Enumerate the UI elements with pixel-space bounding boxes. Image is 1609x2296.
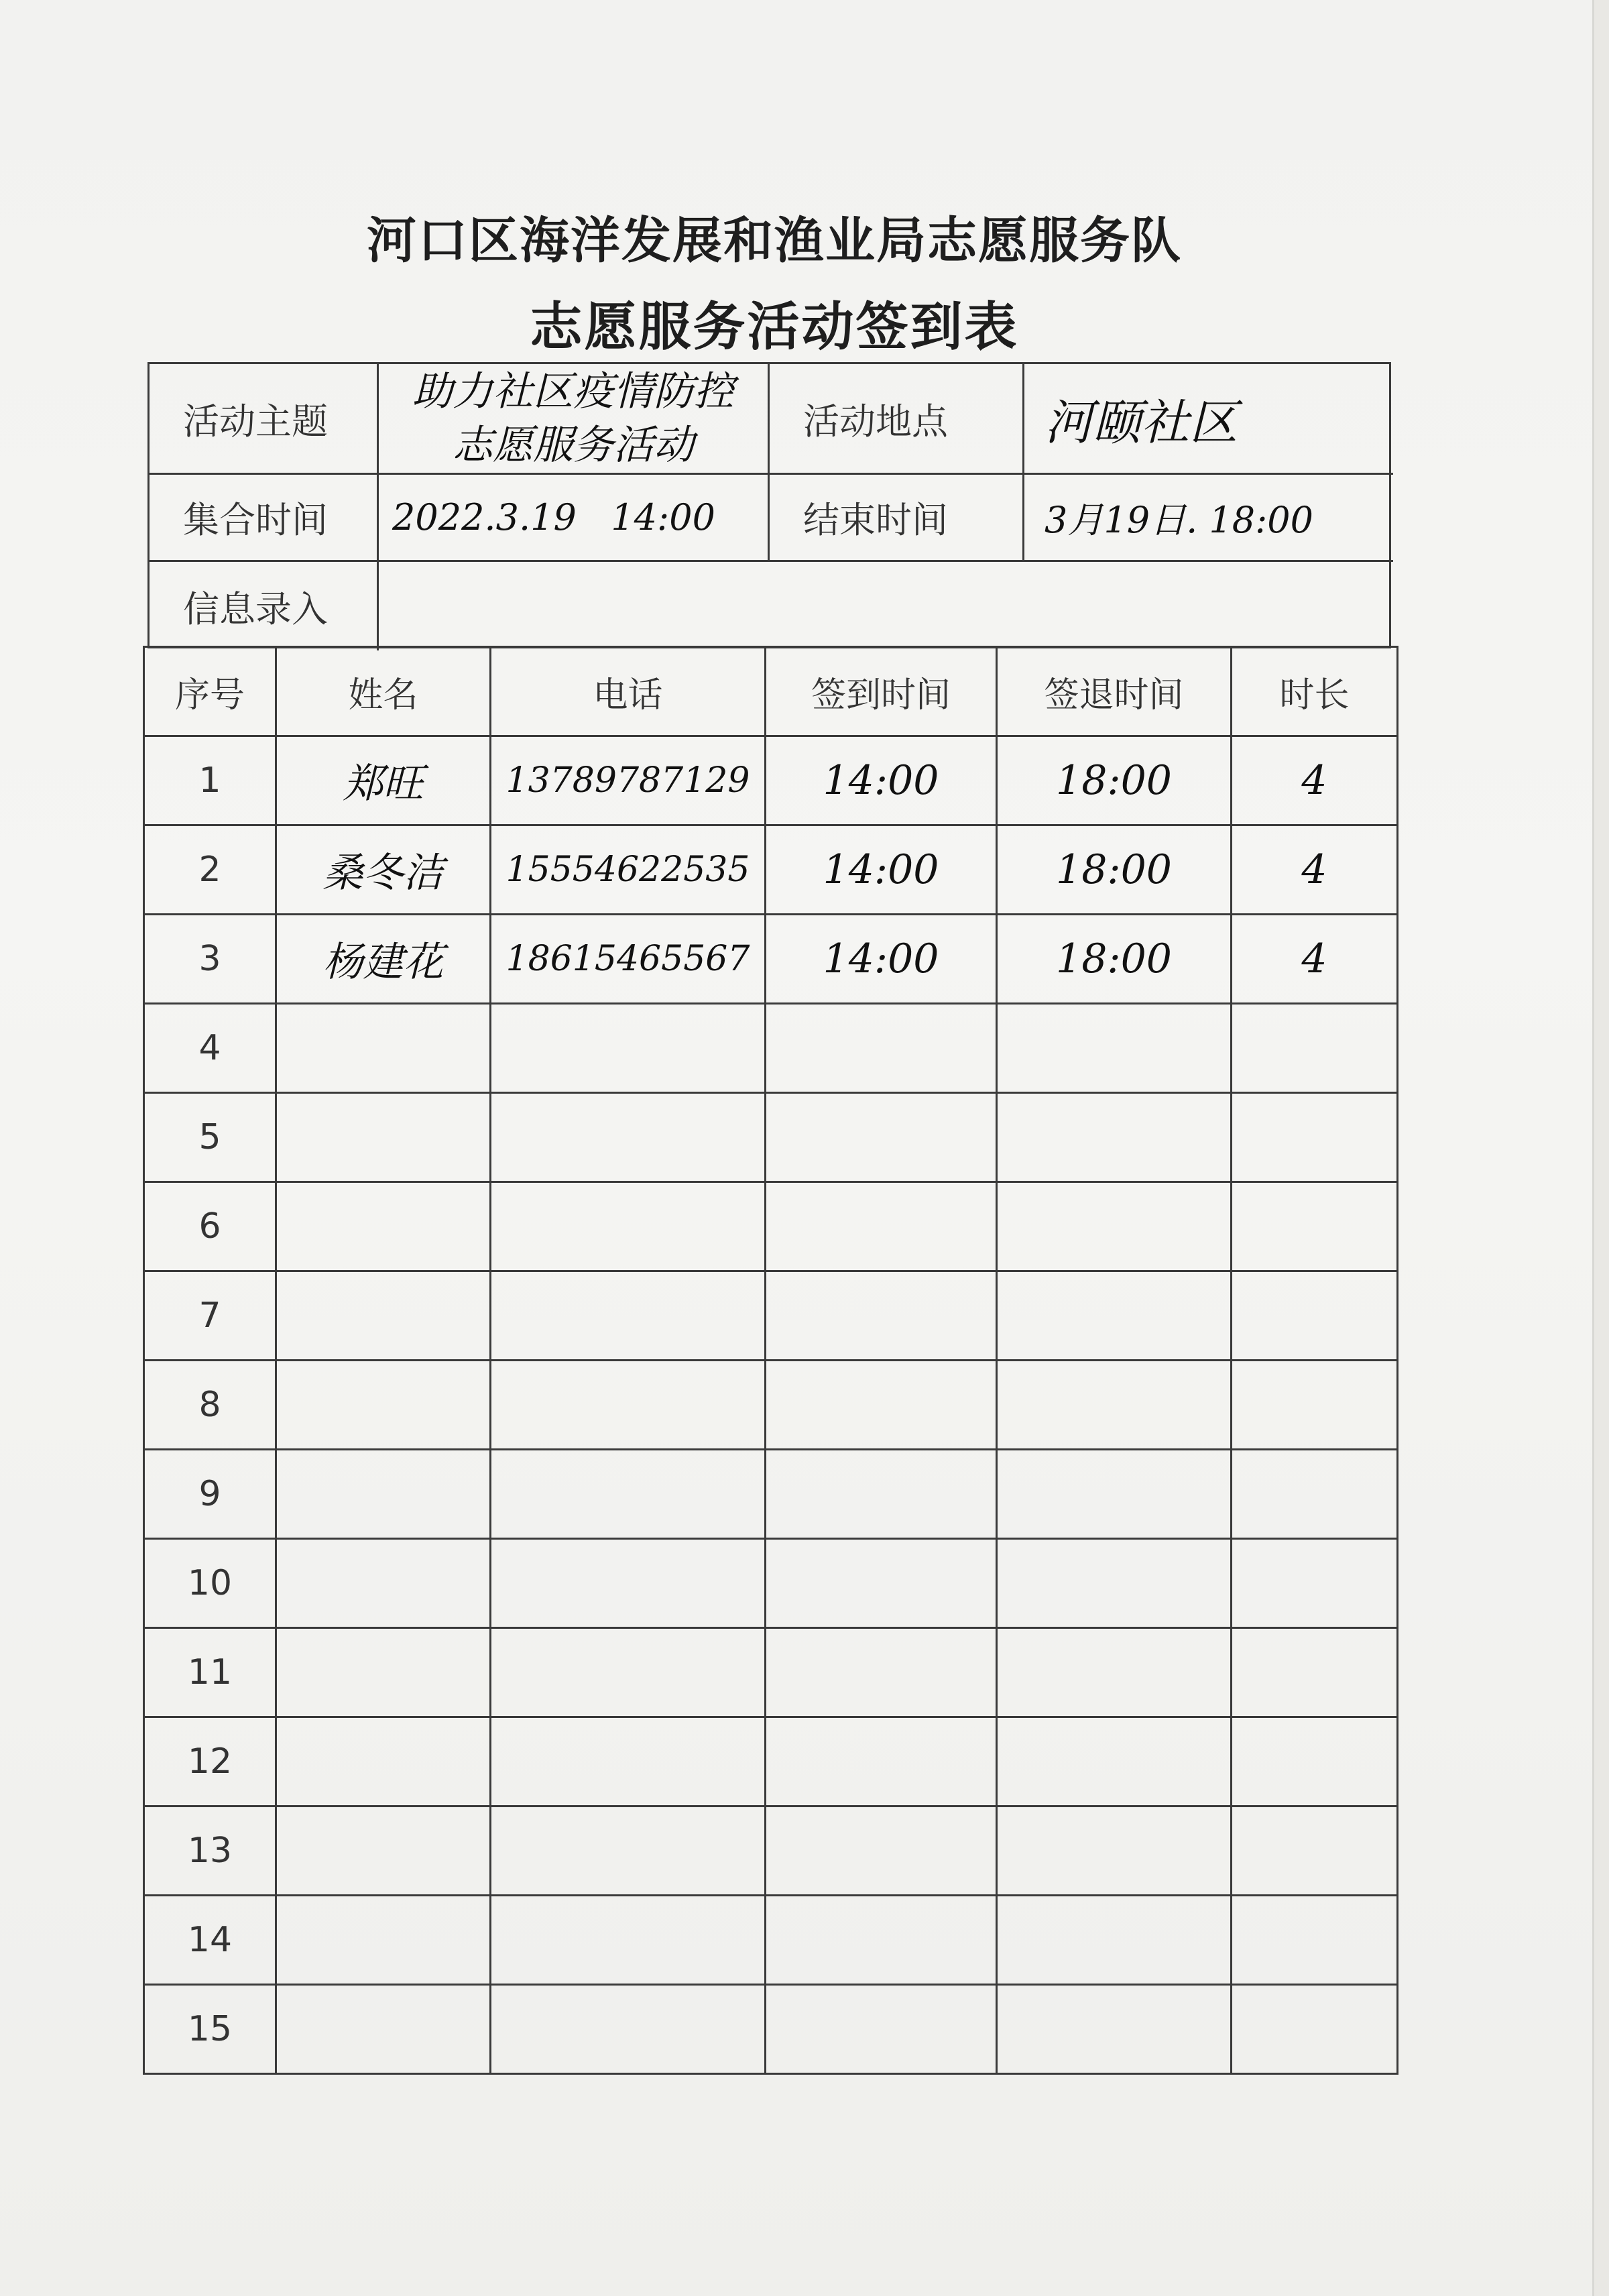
end-label-cell	[770, 475, 1024, 562]
signout-time-cell[interactable]	[997, 1361, 1232, 1450]
row-index: 15	[144, 1985, 276, 2074]
form-title: 河口区海洋发展和渔业局志愿服务队	[367, 212, 1182, 270]
name-cell[interactable]	[276, 1450, 491, 1539]
col-header-signin-time: 签到时间	[766, 647, 997, 736]
name-value: 郑旺	[343, 760, 424, 807]
phone-cell[interactable]	[491, 1539, 766, 1628]
row-index: 5	[144, 1093, 276, 1182]
end-label: 结束时间	[803, 499, 948, 541]
table-row	[144, 1271, 1398, 1361]
signout-time-cell[interactable]	[997, 1271, 1232, 1361]
theme-label-cell	[150, 364, 379, 475]
duration-cell[interactable]	[1232, 1361, 1398, 1450]
location-label-cell	[770, 364, 1024, 475]
table-row	[144, 1182, 1398, 1271]
signout-time-cell[interactable]	[997, 1628, 1232, 1717]
duration-cell[interactable]	[1232, 1004, 1398, 1093]
row-index: 7	[144, 1271, 276, 1361]
duration-cell[interactable]	[1232, 1271, 1398, 1361]
row-index: 3	[144, 915, 276, 1004]
row-index: 6	[144, 1182, 276, 1271]
end-value: 3月19日. 18:00	[1045, 499, 1314, 541]
name-cell[interactable]	[276, 736, 491, 825]
duration-cell[interactable]	[1232, 1806, 1398, 1896]
activity-info-block	[147, 362, 1391, 648]
name-cell[interactable]	[276, 1271, 491, 1361]
signout-time-cell[interactable]	[997, 1896, 1232, 1985]
row-index: 10	[144, 1539, 276, 1628]
signin-time-cell[interactable]	[766, 915, 997, 1004]
col-header-duration: 时长	[1232, 647, 1398, 736]
name-value: 桑冬洁	[322, 850, 444, 897]
signin-time-cell[interactable]	[766, 1271, 997, 1361]
entry-label: 信息录入	[183, 587, 328, 630]
table-row	[144, 1896, 1398, 1985]
table-row	[144, 915, 1398, 1004]
signin-time-cell[interactable]	[766, 1896, 997, 1985]
signout-time-value: 18:00	[1056, 935, 1172, 982]
table-row	[144, 736, 1398, 825]
phone-value: 13789787129	[505, 760, 750, 801]
duration-cell[interactable]	[1232, 1450, 1398, 1539]
duration-value: 4	[1301, 757, 1327, 804]
signin-time-value: 14:00	[823, 935, 939, 982]
signout-time-cell[interactable]	[997, 825, 1232, 915]
signout-time-value: 18:00	[1056, 757, 1172, 804]
name-value: 杨建花	[322, 939, 444, 986]
col-header-name: 姓名	[276, 647, 491, 736]
table-row	[144, 1361, 1398, 1450]
signout-time-cell[interactable]	[997, 1717, 1232, 1806]
theme-label: 活动主题	[183, 400, 328, 443]
duration-value: 4	[1301, 935, 1327, 982]
phone-cell[interactable]	[491, 1093, 766, 1182]
phone-value: 18615465567	[505, 939, 750, 979]
table-row	[144, 1450, 1398, 1539]
phone-cell[interactable]	[491, 736, 766, 825]
location-value: 河颐社区	[1045, 394, 1238, 451]
table-row	[144, 1539, 1398, 1628]
phone-cell[interactable]	[491, 1182, 766, 1271]
phone-cell[interactable]	[491, 1896, 766, 1985]
duration-cell[interactable]	[1232, 1896, 1398, 1985]
duration-cell[interactable]	[1232, 825, 1398, 915]
entry-label-cell	[150, 562, 379, 650]
signout-time-value: 18:00	[1056, 846, 1172, 893]
row-index: 12	[144, 1717, 276, 1806]
duration-cell[interactable]	[1232, 736, 1398, 825]
row-index: 2	[144, 825, 276, 915]
theme-value-line1: 助力社区疫情防控	[412, 368, 734, 415]
form-subtitle: 志愿服务活动签到表	[530, 296, 1019, 357]
row-index: 8	[144, 1361, 276, 1450]
table-row	[144, 1717, 1398, 1806]
theme-value-line2: 志愿服务活动	[453, 422, 694, 469]
signin-time-cell[interactable]	[766, 1450, 997, 1539]
signin-time-cell[interactable]	[766, 1004, 997, 1093]
signin-time-cell[interactable]	[766, 825, 997, 915]
phone-cell[interactable]	[491, 1450, 766, 1539]
location-value-cell[interactable]	[1024, 364, 1393, 475]
location-label: 活动地点	[803, 400, 948, 443]
signout-time-cell[interactable]	[997, 1182, 1232, 1271]
name-cell[interactable]	[276, 1093, 491, 1182]
phone-value: 15554622535	[505, 850, 750, 890]
gather-value: 2022.3.19 14:00	[392, 496, 715, 538]
signout-time-cell[interactable]	[997, 1004, 1232, 1093]
signin-time-cell[interactable]	[766, 1628, 997, 1717]
signin-time-cell[interactable]	[766, 1985, 997, 2074]
duration-cell[interactable]	[1232, 1539, 1398, 1628]
phone-cell[interactable]	[491, 825, 766, 915]
table-row	[144, 1628, 1398, 1717]
name-cell[interactable]	[276, 1004, 491, 1093]
table-body	[144, 736, 1398, 2074]
col-header-signout-time: 签退时间	[997, 647, 1232, 736]
signout-time-cell[interactable]	[997, 1806, 1232, 1896]
end-value-cell[interactable]	[1024, 475, 1393, 562]
phone-cell[interactable]	[491, 1004, 766, 1093]
name-cell[interactable]	[276, 1717, 491, 1806]
signout-time-cell[interactable]	[997, 1539, 1232, 1628]
row-index: 11	[144, 1628, 276, 1717]
signin-time-cell[interactable]	[766, 1539, 997, 1628]
gather-label-cell	[150, 475, 379, 562]
signin-time-cell[interactable]	[766, 1361, 997, 1450]
name-cell[interactable]	[276, 915, 491, 1004]
row-index: 1	[144, 736, 276, 825]
phone-cell[interactable]	[491, 915, 766, 1004]
entry-value-cell[interactable]	[379, 562, 1393, 650]
duration-cell[interactable]	[1232, 1093, 1398, 1182]
row-index: 13	[144, 1806, 276, 1896]
signin-time-cell[interactable]	[766, 1806, 997, 1896]
signin-time-cell[interactable]	[766, 736, 997, 825]
signout-time-cell[interactable]	[997, 1450, 1232, 1539]
duration-cell[interactable]	[1232, 1717, 1398, 1806]
table-row	[144, 1985, 1398, 2074]
signin-time-cell[interactable]	[766, 1093, 997, 1182]
phone-cell[interactable]	[491, 1985, 766, 2074]
signin-time-cell[interactable]	[766, 1717, 997, 1806]
duration-cell[interactable]	[1232, 1985, 1398, 2074]
phone-cell[interactable]	[491, 1717, 766, 1806]
col-header-phone: 电话	[491, 647, 766, 736]
phone-cell[interactable]	[491, 1361, 766, 1450]
name-cell[interactable]	[276, 1896, 491, 1985]
duration-cell[interactable]	[1232, 1182, 1398, 1271]
signin-table	[143, 646, 1398, 2075]
signout-time-cell[interactable]	[997, 1985, 1232, 2074]
signin-time-value: 14:00	[823, 846, 939, 893]
signout-time-cell[interactable]	[997, 915, 1232, 1004]
table-row	[144, 825, 1398, 915]
gather-label: 集合时间	[183, 499, 328, 541]
name-cell[interactable]	[276, 1985, 491, 2074]
signin-table-wrap	[143, 646, 1396, 2054]
phone-cell[interactable]	[491, 1806, 766, 1896]
duration-cell[interactable]	[1232, 915, 1398, 1004]
row-index: 4	[144, 1004, 276, 1093]
name-cell[interactable]	[276, 825, 491, 915]
theme-value-cell[interactable]	[379, 364, 770, 475]
phone-cell[interactable]	[491, 1628, 766, 1717]
signin-time-cell[interactable]	[766, 1182, 997, 1271]
col-header-index: 序号	[144, 647, 276, 736]
table-header-row	[144, 647, 1398, 736]
phone-cell[interactable]	[491, 1271, 766, 1361]
row-index: 14	[144, 1896, 276, 1985]
signout-time-cell[interactable]	[997, 1093, 1232, 1182]
table-row	[144, 1093, 1398, 1182]
table-row	[144, 1004, 1398, 1093]
signout-time-cell[interactable]	[997, 736, 1232, 825]
name-cell[interactable]	[276, 1539, 491, 1628]
row-index: 9	[144, 1450, 276, 1539]
duration-cell[interactable]	[1232, 1628, 1398, 1717]
duration-value: 4	[1301, 846, 1327, 893]
name-cell[interactable]	[276, 1628, 491, 1717]
name-cell[interactable]	[276, 1806, 491, 1896]
gather-value-cell[interactable]	[379, 475, 770, 562]
name-cell[interactable]	[276, 1182, 491, 1271]
name-cell[interactable]	[276, 1361, 491, 1450]
signin-time-value: 14:00	[823, 757, 939, 804]
table-row	[144, 1806, 1398, 1896]
